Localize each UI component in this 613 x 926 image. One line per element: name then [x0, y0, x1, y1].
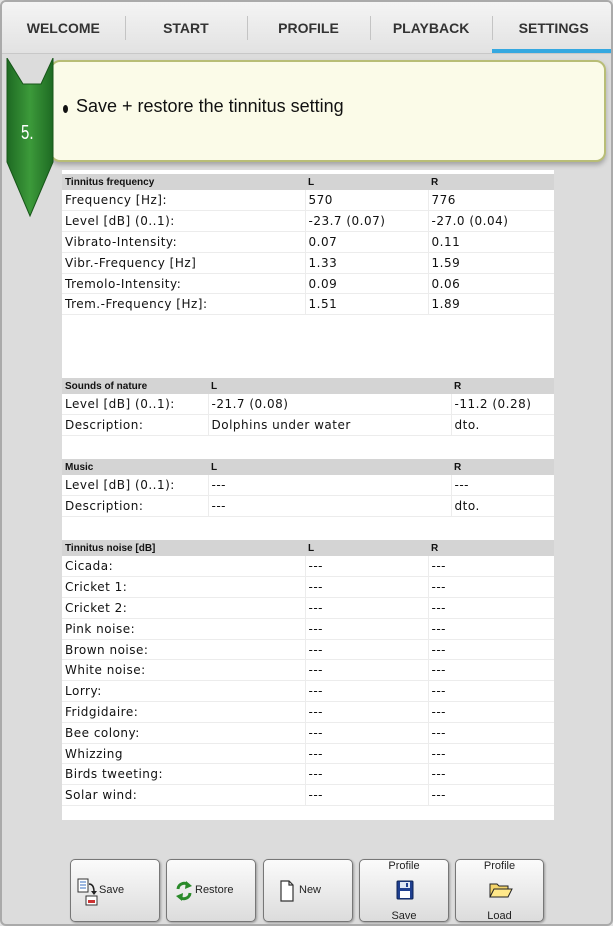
new-document-icon: [280, 880, 294, 902]
right-value: -27.0 (0.04): [428, 211, 554, 232]
row-label: Tremolo-Intensity:: [62, 273, 305, 294]
row-label: Level [dB] (0..1):: [62, 394, 208, 415]
step-number: 5.: [21, 122, 34, 144]
profile-save-top-label: Profile: [388, 860, 420, 872]
row-label: Frequency [Hz]:: [62, 190, 305, 211]
tab-start[interactable]: START: [125, 2, 248, 53]
table-header-cell: Tinnitus frequency: [62, 174, 305, 190]
table-row: [62, 273, 554, 294]
music-table: [62, 459, 554, 517]
left-value: ---: [305, 639, 428, 660]
table-header-row: [62, 459, 554, 475]
left-value: ---: [305, 660, 428, 681]
table-row: [62, 702, 554, 723]
row-label: Pink noise:: [62, 618, 305, 639]
table-row: [62, 190, 554, 211]
row-label: Fridgidaire:: [62, 702, 305, 723]
row-label: Level [dB] (0..1):: [62, 475, 208, 496]
tinnitus-noise-table: [62, 540, 554, 806]
floppy-disk-icon: [396, 880, 414, 900]
row-label: Cicada:: [62, 556, 305, 577]
right-value: dto.: [451, 415, 554, 436]
row-label: Bee colony:: [62, 722, 305, 743]
left-value: ---: [305, 681, 428, 702]
row-label: Vibrato-Intensity:: [62, 232, 305, 253]
left-value: ---: [305, 785, 428, 806]
tab-profile[interactable]: PROFILE: [247, 2, 370, 53]
row-label: Trem.-Frequency [Hz]:: [62, 294, 305, 315]
right-value: ---: [428, 598, 554, 619]
right-value: ---: [428, 764, 554, 785]
table-row: [62, 681, 554, 702]
right-value: ---: [451, 475, 554, 496]
table-header-cell: L: [208, 378, 451, 394]
table-row: [62, 660, 554, 681]
row-label: Description:: [62, 415, 208, 436]
tab-bar: [2, 2, 613, 54]
left-value: ---: [305, 556, 428, 577]
new-button[interactable]: [263, 859, 353, 922]
row-label: Lorry:: [62, 681, 305, 702]
right-value: ---: [428, 702, 554, 723]
row-label: White noise:: [62, 660, 305, 681]
table-row: [62, 475, 554, 496]
left-value: ---: [305, 743, 428, 764]
profile-save-button[interactable]: [359, 859, 449, 922]
restore-button[interactable]: [166, 859, 256, 922]
table-header-row: [62, 540, 554, 556]
table-row: [62, 252, 554, 273]
table-header-cell: R: [451, 459, 554, 475]
save-button-label: Save: [99, 884, 125, 896]
right-value: ---: [428, 722, 554, 743]
right-value: ---: [428, 681, 554, 702]
table-row: [62, 598, 554, 619]
left-value: 570: [305, 190, 428, 211]
row-label: Description:: [62, 496, 208, 517]
right-value: ---: [428, 639, 554, 660]
left-value: Dolphins under water: [208, 415, 451, 436]
table-row: [62, 394, 554, 415]
left-value: ---: [305, 722, 428, 743]
tab-settings[interactable]: SETTINGS: [492, 2, 613, 53]
table-row: [62, 743, 554, 764]
table-row: [62, 232, 554, 253]
tinnitus-frequency-table: [62, 174, 554, 315]
bullet-icon: [63, 105, 68, 113]
left-value: 1.51: [305, 294, 428, 315]
right-value: ---: [428, 618, 554, 639]
table-row: [62, 618, 554, 639]
table-row: [62, 294, 554, 315]
table-row: [62, 415, 554, 436]
right-value: ---: [428, 785, 554, 806]
right-value: 1.59: [428, 252, 554, 273]
save-document-icon: [77, 878, 99, 906]
table-row: [62, 496, 554, 517]
table-header-cell: Music: [62, 459, 208, 475]
row-label: Vibr.-Frequency [Hz]: [62, 252, 305, 273]
step-header: [50, 60, 606, 162]
left-value: ---: [305, 577, 428, 598]
row-label: Cricket 1:: [62, 577, 305, 598]
restore-button-label: Restore: [195, 884, 234, 896]
table-header-cell: R: [451, 378, 554, 394]
row-label: Whizzing: [62, 743, 305, 764]
left-value: ---: [208, 496, 451, 517]
left-value: 0.09: [305, 273, 428, 294]
table-header-row: [62, 378, 554, 394]
row-label: Solar wind:: [62, 785, 305, 806]
tab-welcome[interactable]: WELCOME: [26, 19, 100, 36]
left-value: ---: [305, 598, 428, 619]
table-row: [62, 785, 554, 806]
table-row: [62, 764, 554, 785]
table-row: [62, 556, 554, 577]
sounds-of-nature-table: [62, 378, 554, 436]
table-header-cell: L: [305, 174, 428, 190]
left-value: -21.7 (0.08): [208, 394, 451, 415]
table-header-cell: R: [428, 540, 554, 556]
right-value: 0.06: [428, 273, 554, 294]
right-value: 0.11: [428, 232, 554, 253]
left-value: 1.33: [305, 252, 428, 273]
table-header-cell: Sounds of nature: [62, 378, 208, 394]
open-folder-icon: [489, 881, 513, 899]
left-value: 0.07: [305, 232, 428, 253]
left-value: ---: [305, 764, 428, 785]
restore-arrows-icon: [175, 879, 193, 903]
right-value: ---: [428, 577, 554, 598]
right-value: -11.2 (0.28): [451, 394, 554, 415]
left-value: ---: [208, 475, 451, 496]
table-header-cell: L: [208, 459, 451, 475]
table-row: [62, 577, 554, 598]
right-value: ---: [428, 660, 554, 681]
right-value: ---: [428, 743, 554, 764]
table-row: [62, 639, 554, 660]
profile-save-bottom-label: Save: [391, 910, 417, 922]
save-button[interactable]: [70, 859, 160, 922]
left-value: ---: [305, 618, 428, 639]
tab-playback[interactable]: PLAYBACK: [370, 2, 493, 53]
table-row: [62, 211, 554, 232]
right-value: dto.: [451, 496, 554, 517]
table-header-cell: L: [305, 540, 428, 556]
right-value: ---: [428, 556, 554, 577]
profile-load-button[interactable]: [455, 859, 544, 922]
right-value: 776: [428, 190, 554, 211]
left-value: -23.7 (0.07): [305, 211, 428, 232]
row-label: Birds tweeting:: [62, 764, 305, 785]
row-label: Cricket 2:: [62, 598, 305, 619]
right-value: 1.89: [428, 294, 554, 315]
table-header-cell: Tinnitus noise [dB]: [62, 540, 305, 556]
row-label: Level [dB] (0..1):: [62, 211, 305, 232]
left-value: ---: [305, 702, 428, 723]
table-header-cell: R: [428, 174, 554, 190]
profile-load-bottom-label: Load: [487, 910, 512, 922]
new-button-label: New: [299, 884, 322, 896]
table-row: [62, 722, 554, 743]
profile-load-top-label: Profile: [483, 860, 516, 872]
step-title: Save + restore the tinnitus setting: [76, 96, 344, 116]
table-header-row: [62, 174, 554, 190]
row-label: Brown noise:: [62, 639, 305, 660]
